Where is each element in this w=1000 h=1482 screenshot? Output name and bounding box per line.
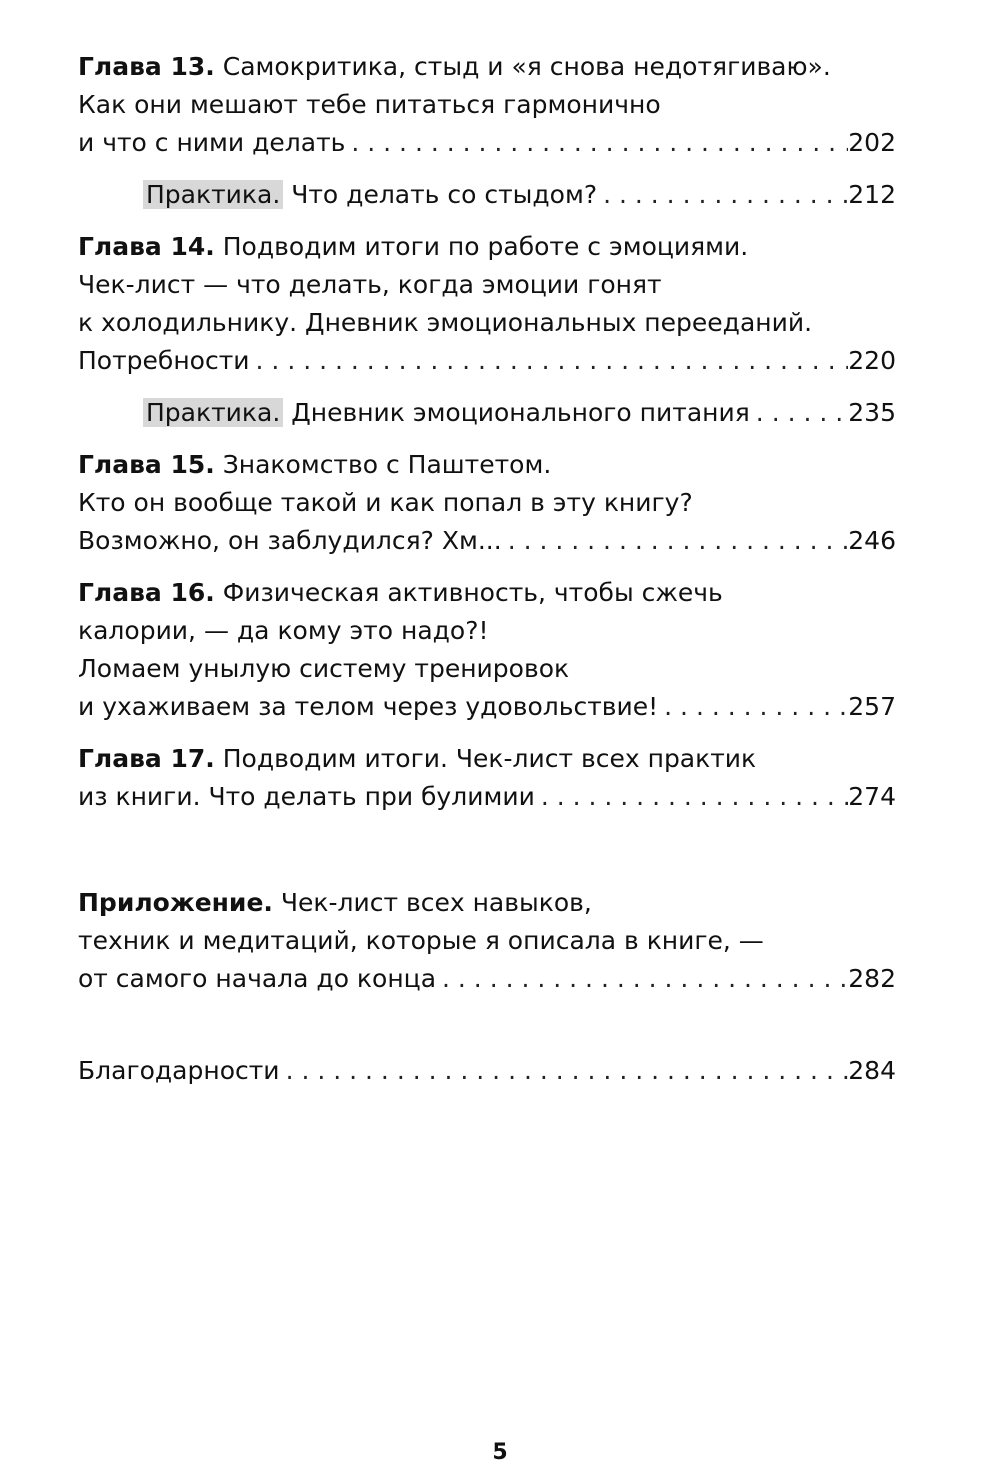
chapter-label: Глава 17. xyxy=(78,744,215,773)
practice-label: Практика. xyxy=(143,180,283,209)
chapter-label: Глава 16. xyxy=(78,578,215,607)
dot-leader xyxy=(345,124,848,162)
toc-entry-title xyxy=(78,884,896,922)
practice-text: Что делать со стыдом? xyxy=(283,180,598,209)
toc-leader-line xyxy=(78,522,896,560)
toc-leader-line xyxy=(78,124,896,162)
practice-title xyxy=(146,176,597,214)
page-number-ref: 235 xyxy=(848,398,896,427)
chapter-title-line: Как они мешают тебе питаться гармонично xyxy=(78,90,661,119)
dot-leader xyxy=(250,342,849,380)
chapter-title-line: Подводим итоги по работе с эмоциями. xyxy=(214,232,749,261)
toc-leader-line xyxy=(78,688,896,726)
page-number-ref: 284 xyxy=(848,1056,896,1085)
chapter-title-line: Возможно, он заблудился? Хм... xyxy=(78,526,502,555)
page-number-ref: 202 xyxy=(848,128,896,157)
chapter-title-line: калории, — да кому это надо?! xyxy=(78,616,489,645)
toc-entry-chapter-17[interactable] xyxy=(78,740,896,816)
chapter-title-line: из книги. Что делать при булимии xyxy=(78,782,535,811)
toc-leader-line xyxy=(78,778,896,816)
chapter-label: Глава 13. xyxy=(78,52,215,81)
chapter-title-line: Знакомство с Паштетом. xyxy=(214,450,552,479)
toc-entry-title xyxy=(78,740,896,778)
chapter-title-line: Потребности xyxy=(78,346,250,375)
toc-leader-line xyxy=(146,176,896,214)
chapter-title-line: и что с ними делать xyxy=(78,128,346,157)
page-number-ref: 257 xyxy=(848,692,896,721)
page-number: 5 xyxy=(492,1440,508,1465)
dot-leader xyxy=(597,176,848,214)
chapter-title-line: Подводим итоги. Чек-лист всех практик xyxy=(214,744,757,773)
section-spacer xyxy=(78,1012,896,1052)
toc-entry-chapter-14[interactable] xyxy=(78,228,896,380)
toc-entry-chapter-15[interactable] xyxy=(78,446,896,560)
dot-leader xyxy=(280,1052,849,1090)
page-number-ref: 282 xyxy=(848,964,896,993)
dot-leader xyxy=(750,394,848,432)
toc-entry-practice-shame[interactable] xyxy=(78,176,896,214)
toc-entry-practice-diary[interactable] xyxy=(78,394,896,432)
toc-entry-title xyxy=(78,48,896,86)
chapter-title-line: и ухаживаем за телом через удовольствие! xyxy=(78,692,659,721)
toc-entry-appendix[interactable] xyxy=(78,884,896,998)
section-spacer xyxy=(78,830,896,884)
table-of-contents xyxy=(78,48,896,1104)
toc-entry-acknowledgements[interactable] xyxy=(78,1052,896,1090)
appendix-title-line: техник и медитаций, которые я описала в книге, — xyxy=(78,926,764,955)
appendix-title-line: Чек-лист всех навыков, xyxy=(272,888,592,917)
chapter-title-line: к холодильнику. Дневник эмоциональных перееданий. xyxy=(78,308,813,337)
toc-leader-line xyxy=(146,394,896,432)
chapter-title-line: Физическая активность, чтобы сжечь xyxy=(214,578,723,607)
dot-leader xyxy=(535,778,848,816)
practice-text: Дневник эмоционального питания xyxy=(283,398,750,427)
dot-leader xyxy=(502,522,849,560)
practice-title xyxy=(146,394,750,432)
chapter-label: Глава 14. xyxy=(78,232,215,261)
toc-leader-line xyxy=(78,1052,896,1090)
toc-entry-chapter-16[interactable] xyxy=(78,574,896,726)
chapter-title-line: Ломаем унылую систему тренировок xyxy=(78,654,570,683)
toc-leader-line xyxy=(78,342,896,380)
acknowledgements-title: Благодарности xyxy=(78,1056,280,1085)
chapter-label: Глава 15. xyxy=(78,450,215,479)
appendix-title-line: от самого начала до конца xyxy=(78,964,437,993)
toc-entry-title xyxy=(78,446,896,484)
chapter-title-line: Чек-лист — что делать, когда эмоции гонят xyxy=(78,270,662,299)
chapter-title-line: Кто он вообще такой и как попал в эту книгу? xyxy=(78,488,693,517)
toc-leader-line xyxy=(78,960,896,998)
dot-leader xyxy=(436,960,848,998)
practice-label: Практика. xyxy=(143,398,283,427)
page-number-ref: 212 xyxy=(848,180,896,209)
toc-entry-title xyxy=(78,574,896,612)
chapter-title-line: Самокритика, стыд и «я снова недотягиваю». xyxy=(214,52,831,81)
dot-leader xyxy=(658,688,848,726)
page-number-ref: 274 xyxy=(848,782,896,811)
toc-entry-title xyxy=(78,228,896,266)
page-number-ref: 246 xyxy=(848,526,896,555)
page-number-ref: 220 xyxy=(848,346,896,375)
appendix-label: Приложение. xyxy=(78,888,273,917)
toc-entry-chapter-13[interactable] xyxy=(78,48,896,162)
